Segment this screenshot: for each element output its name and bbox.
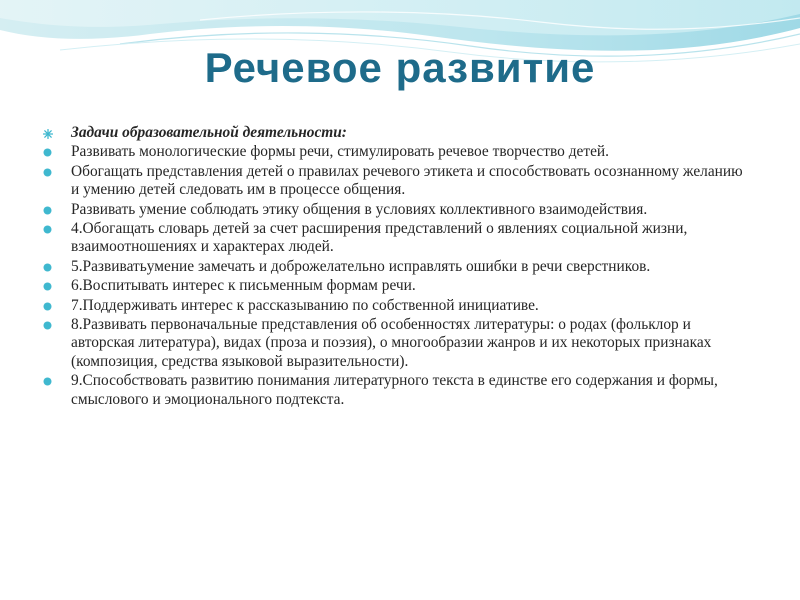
list-item [40, 201, 748, 219]
round-bullet-icon [43, 148, 52, 157]
list-item-text: 7.Поддерживать интерес к рассказыванию по собственной инициативе. [71, 296, 539, 314]
round-bullet-icon [43, 302, 52, 311]
list-item [40, 163, 748, 200]
starburst-bullet-icon [43, 129, 52, 138]
round-bullet-icon [43, 282, 52, 291]
list-item [40, 220, 748, 257]
list-item-text: Развивать умение соблюдать этику общения в условиях коллективного взаимодействия. [71, 200, 648, 218]
list-item-text: 4.Обогащать словарь детей за счет расширения представлений о явлениях социальной жизни, взаимоотношениях и характерах людей. [71, 220, 688, 256]
list-item-text: Задачи образовательной деятельности: [71, 124, 347, 141]
list-item-text: 6.Воспитывать интерес к письменным формам речи. [71, 277, 416, 295]
round-bullet-icon [43, 263, 52, 272]
list-item-text: 5.Развиватьумение замечать и доброжелательно исправлять ошибки в речи сверстников. [71, 257, 651, 275]
list-item [40, 277, 748, 295]
list-item-heading [40, 124, 748, 142]
task-list [40, 124, 748, 410]
list-item [40, 258, 748, 276]
round-bullet-icon [43, 225, 52, 234]
list-item [40, 316, 748, 371]
list-item-text: Обогащать представления детей о правилах речевого этикета и способствовать осознанному желанию и умению детей следовать им в процессе общения. [71, 162, 743, 199]
slide-title: Речевое развитие [204, 44, 596, 91]
list-item-text: Развивать монологические формы речи, стимулировать речевое творчество детей. [71, 143, 610, 161]
round-bullet-icon [43, 377, 52, 386]
list-item [40, 297, 748, 315]
list-item-text: 9.Способствовать развитию понимания литературного текста в единстве его содержания и формы, смыслового и эмоционального подтекста. [71, 372, 718, 408]
round-bullet-icon [43, 206, 52, 215]
list-item [40, 372, 748, 409]
list-item [40, 143, 748, 161]
round-bullet-icon [43, 321, 52, 330]
list-item-text: 8.Развивать первоначальные представления об особенностях литературы: о родах (фольклор и авторская литература), видах (проза и поэзия), о многообразии жанров и их некоторых признаках (композиция, средства языковой выразительности). [71, 316, 712, 370]
round-bullet-icon [43, 168, 52, 177]
